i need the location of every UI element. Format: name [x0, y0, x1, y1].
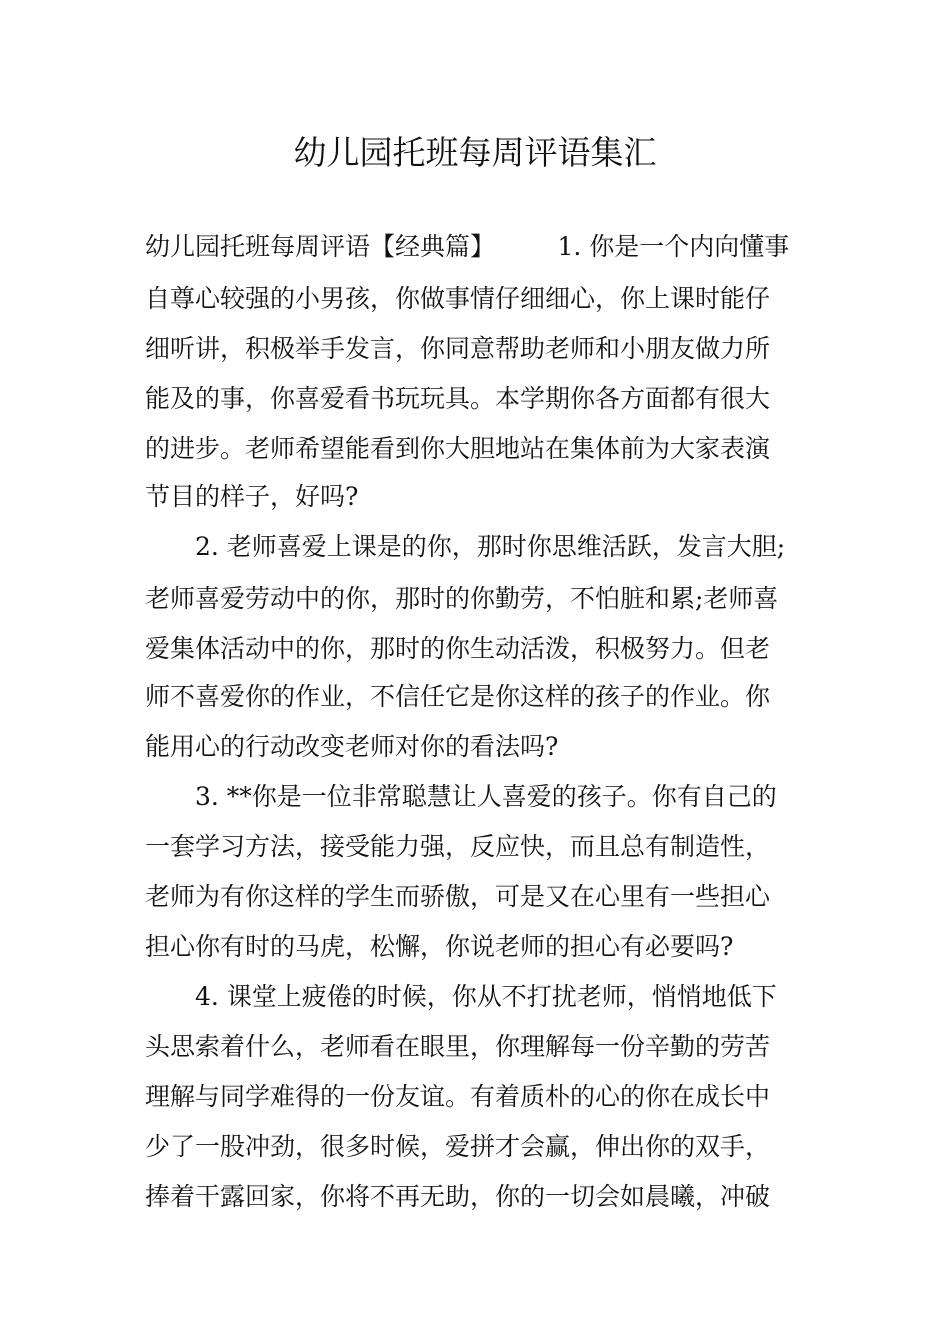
body-line: 节目的样子，好吗?: [145, 482, 359, 511]
body-line: 2. 老师喜爱上课是的你，那时你思维活跃，发言大胆;: [145, 532, 786, 561]
body-line: 幼儿园托班每周评语【经典篇】 1. 你是一个内向懂事: [145, 232, 790, 261]
body-line: 4. 课堂上疲倦的时候，你从不打扰老师，悄悄地低下: [145, 982, 777, 1011]
body-line: 捧着干露回家，你将不再无助，你的一切会如晨曦，冲破: [145, 1182, 771, 1211]
body-line: 师不喜爱你的作业，不信任它是你这样的孩子的作业。你: [145, 682, 771, 711]
body-line: 细听讲，积极举手发言，你同意帮助老师和小朋友做力所: [145, 334, 771, 363]
body-line: 能用心的行动改变老师对你的看法吗?: [145, 732, 559, 761]
document-title: 幼儿园托班每周评语集汇: [293, 133, 657, 172]
body-line: 能及的事，你喜爱看书玩玩具。本学期你各方面都有很大: [145, 384, 771, 413]
body-line: 少了一股冲劲，很多时候，爱拼才会赢，伸出你的双手，: [145, 1132, 771, 1161]
body-line: 爱集体活动中的你，那时的你生动活泼，积极努力。但老: [145, 634, 771, 663]
body-line: 3. **你是一位非常聪慧让人喜爱的孩子。你有自己的: [145, 782, 777, 811]
body-line: 老师喜爱劳动中的你，那时的你勤劳，不怕脏和累;老师喜: [145, 584, 779, 613]
body-line: 担心你有时的马虎，松懈，你说老师的担心有必要吗?: [145, 932, 734, 961]
body-line: 一套学习方法，接受能力强，反应快，而且总有制造性，: [145, 832, 771, 861]
body-line: 自尊心较强的小男孩，你做事情仔细细心，你上课时能仔: [145, 284, 771, 313]
body-line: 的进步。老师希望能看到你大胆地站在集体前为大家表演: [145, 434, 771, 463]
body-line: 老师为有你这样的学生而骄傲，可是又在心里有一些担心: [145, 882, 771, 911]
body-line: 理解与同学难得的一份友谊。有着质朴的心的你在成长中: [145, 1082, 771, 1111]
body-line: 头思索着什么，老师看在眼里，你理解每一份辛勤的劳苦: [145, 1032, 771, 1061]
